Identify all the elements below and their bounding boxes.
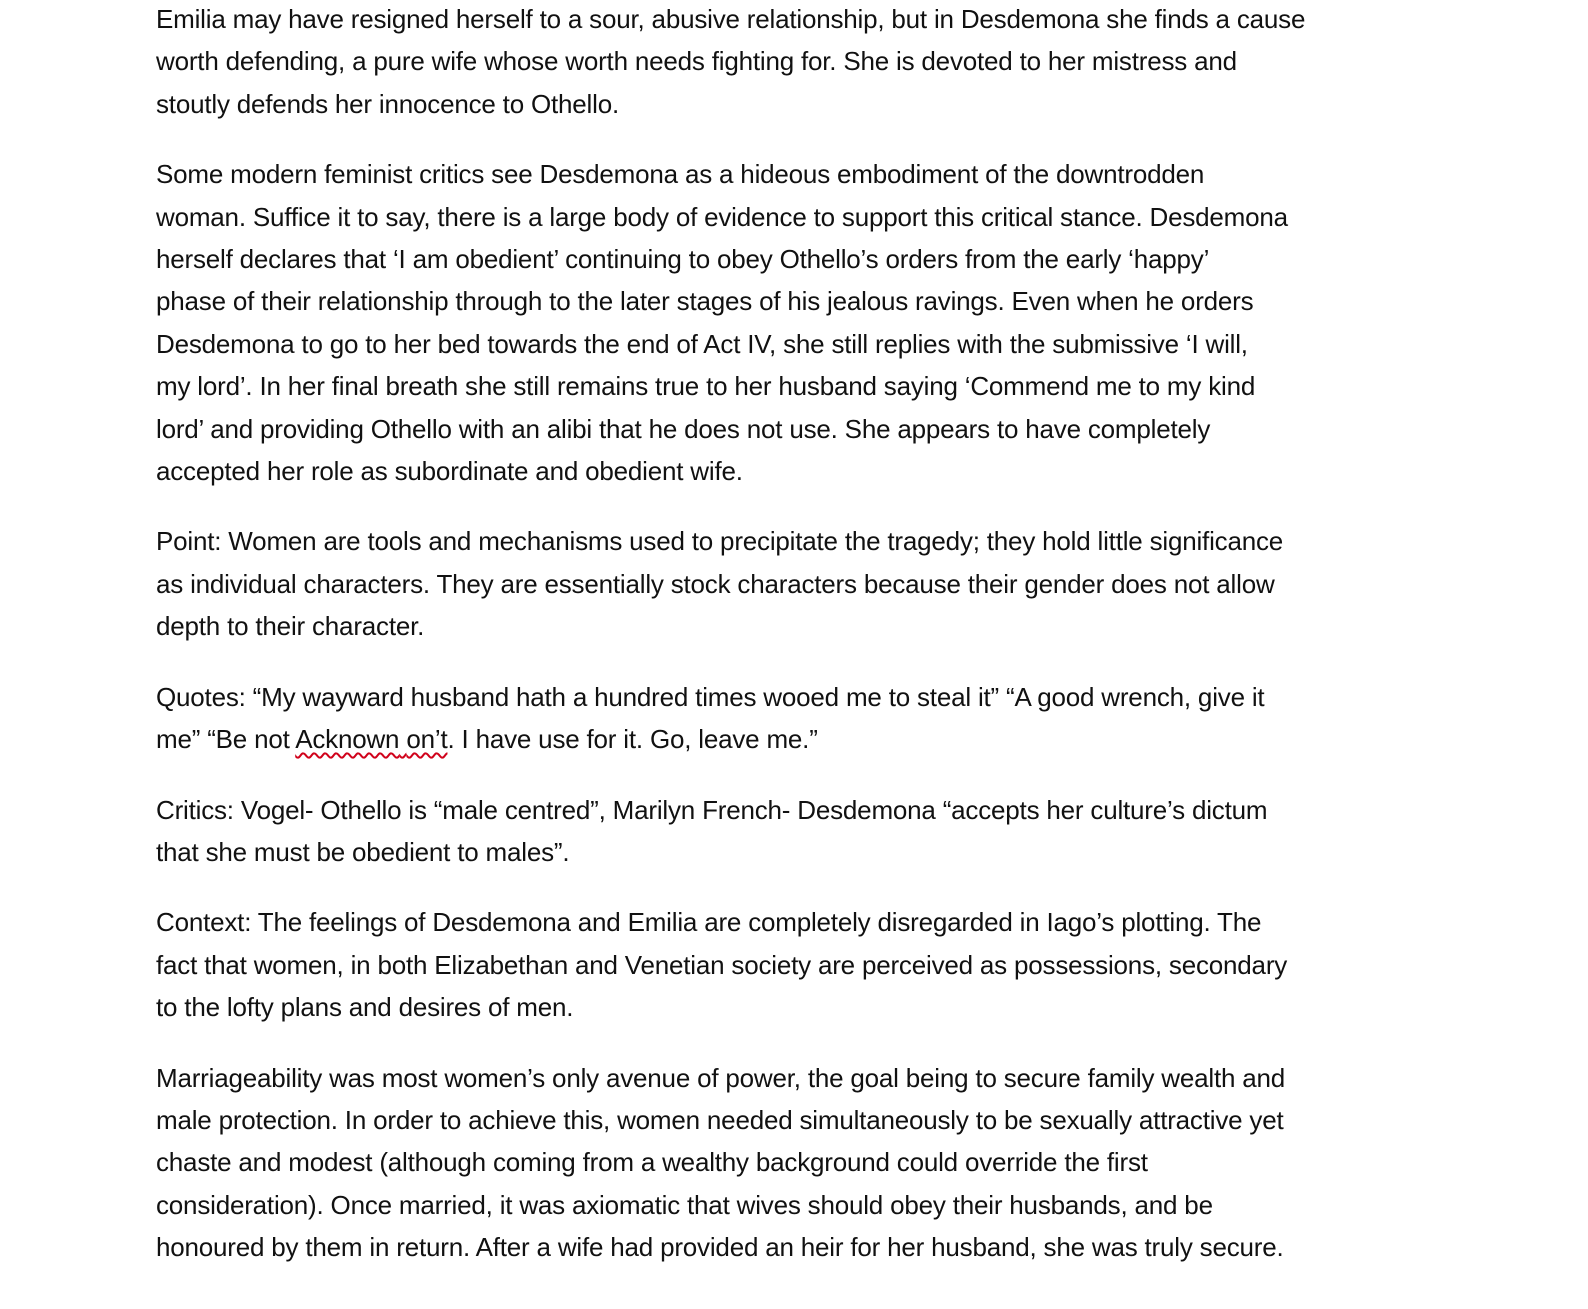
document-page	[156, 0, 1426, 1297]
misspelled-word-acknown[interactable]: Acknown	[295, 724, 400, 755]
paragraph-context: Context: The feelings of Desdemona and Emilia are completely disregarded in Iago’s plotting. The fact that women, in both Elizabethan and Venetian society are perceived as possessions, secondary to the lofty plans and desires of men.	[156, 907, 1288, 1023]
paragraph-critics: Critics: Vogel- Othello is “male centred”, Marilyn French- Desdemona “accepts her culture’s dictum that she must be obedient to males”.	[156, 794, 1268, 867]
quotes-text-before: Quotes: “My wayward husband hath a hundred times wooed me to steal it” “A good wrench, give it me” “Be not	[156, 681, 1265, 755]
paragraph-marriageability: Marriageability was most women’s only avenue of power, the goal being to secure family wealth and male protection. In order to achieve this, women needed simultaneously to be sexually attractive yet chaste and modest (although coming from a wealthy background could override the first consideration). Once married, it was axiomatic that wives should obey their husbands, and be honoured by them in return. After a wife had provided an heir for her husband, she was truly secure.	[156, 1062, 1286, 1263]
paragraph-emilia: Emilia may have resigned herself to a sour, abusive relationship, but in Desdemona she finds a cause worth defending, a pure wife whose worth needs fighting for. She is devoted to her mistress and stoutly defends her innocence to Othello.	[156, 4, 1306, 119]
paragraph-feminist-critics: Some modern feminist critics see Desdemona as a hideous embodiment of the downtrodden woman. Suffice it to say, there is a large body of evidence to support this critical stance. Desdemona herself declares that ‘I am obedient’ continuing to obey Othello’s orders from the early ‘happy’ phase of their relationship through to the later stages of his jealous ravings. Even when he orders Desdemona to go to her bed towards the end of Act IV, she still replies with the submissive ‘I will, my lord’. In her final breath she still remains true to her husband saying ‘Commend me to my kind lord’ and providing Othello with an alibi that he does not use. She appears to have completely accepted her role as subordinate and obedient wife.	[156, 159, 1288, 487]
quotes-text-after: . I have use for it. Go, leave me.”	[447, 724, 818, 755]
paragraph-quotes	[156, 676, 1426, 761]
paragraph-point: Point: Women are tools and mechanisms used to precipitate the tragedy; they hold little significance as individual characters. They are essentially stock characters because their gender does not allow depth to their character.	[156, 526, 1284, 642]
misspelled-word-ont[interactable]: on’t	[406, 724, 448, 755]
